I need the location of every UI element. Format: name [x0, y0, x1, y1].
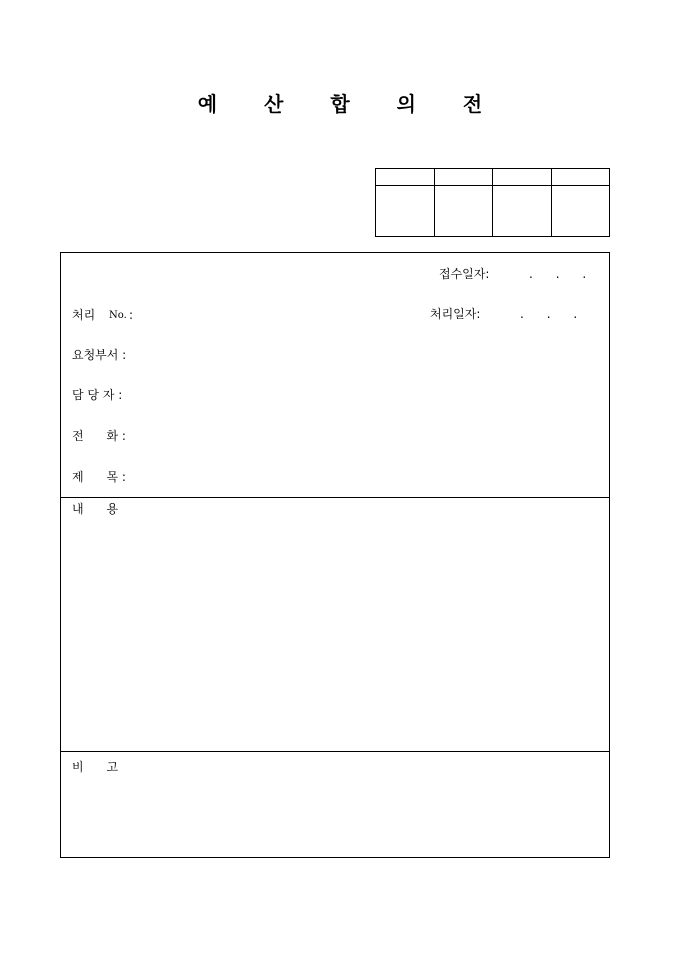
phone-label: 전 화 : — [72, 429, 126, 443]
requesting-dept-label: 요청부서 : — [72, 348, 127, 362]
content-section[interactable] — [61, 498, 609, 752]
approval-sign-cell-2[interactable] — [434, 186, 493, 237]
received-date-label: 접수일자: — [439, 267, 490, 281]
remarks-section[interactable] — [61, 752, 609, 857]
budget-consultation-form — [60, 252, 610, 858]
approval-sign-cell-3[interactable] — [493, 186, 552, 237]
approval-sign-cell-1[interactable] — [376, 186, 435, 237]
subject-label: 제 목 : — [72, 470, 126, 484]
page-title: 예 산 합 의 전 — [197, 92, 503, 116]
remarks-label: 비 고 — [72, 760, 119, 774]
processing-no-label: 처리 — [72, 308, 96, 322]
approval-header-cell-1 — [376, 169, 435, 186]
processing-no-colon: : — [129, 308, 134, 322]
approval-stamp-table — [375, 168, 610, 237]
approval-header-cell-3 — [493, 169, 552, 186]
received-date-field[interactable]: . . . — [529, 267, 587, 281]
approval-header-cell-4 — [551, 169, 610, 186]
processed-date-label: 처리일자: — [430, 307, 481, 321]
form-info-section — [61, 253, 609, 498]
approval-header-cell-2 — [434, 169, 493, 186]
person-in-charge-label: 담 당 자 : — [72, 388, 123, 402]
processed-date-field[interactable]: . . . — [520, 307, 578, 321]
content-label: 내 용 — [72, 502, 119, 516]
processing-no-abbrev: No. — [109, 310, 127, 321]
approval-sign-cell-4[interactable] — [551, 186, 610, 237]
